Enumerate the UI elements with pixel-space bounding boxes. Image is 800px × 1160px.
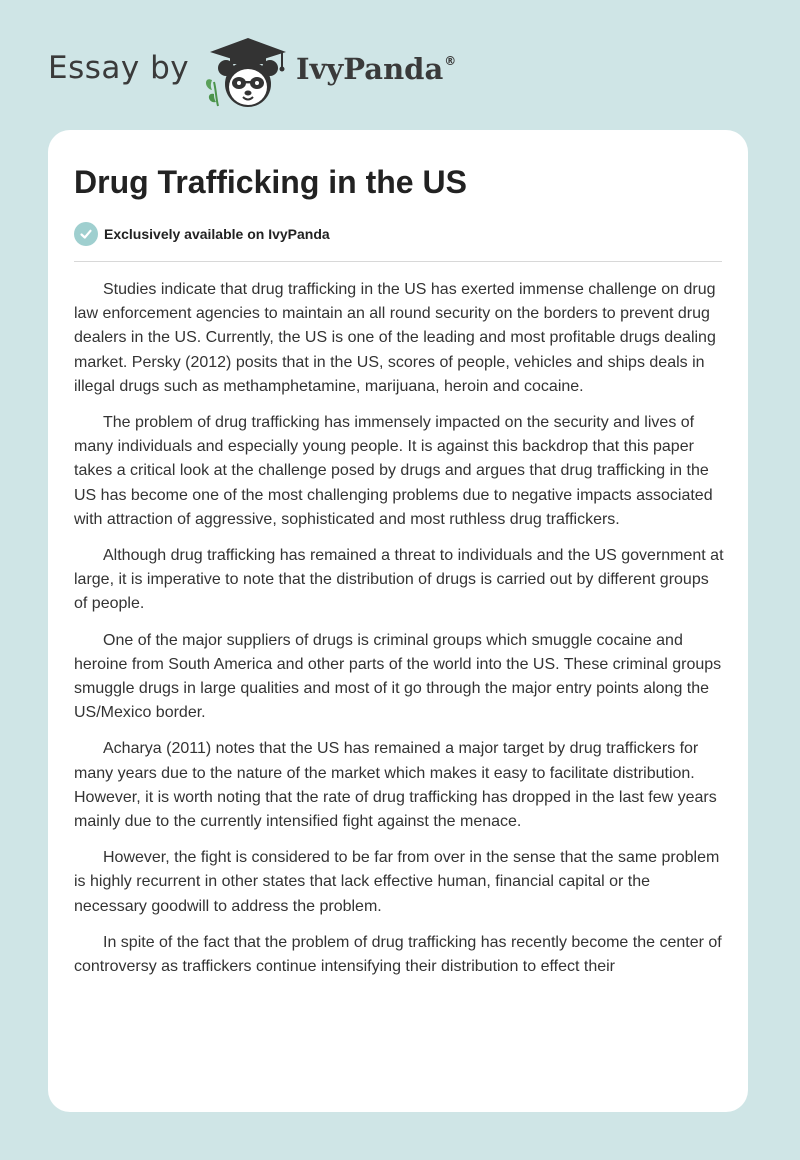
panda-graduation-cap-icon[interactable] — [200, 36, 292, 110]
exclusive-badge — [74, 222, 330, 246]
paragraph: Acharya (2011) notes that the US has remained a major target by drug traffickers for many years due to the nature of the market which makes it easy to facilitate distribution. However, it is worth noting that the rate of drug trafficking has dropped in the last few years mainly due to the currently intensified fight against the menace. — [74, 740, 717, 831]
paragraph: The problem of drug trafficking has immensely impacted on the security and lives of many individuals and especially young people. It is against this backdrop that this paper takes a critical look at the challenge posed by drugs and argues that drug trafficking in the US has become one of the most challenging problems due to negative impacts associated with attraction of aggressive, sophisticated and most ruthless drug traffickers. — [74, 414, 713, 528]
paragraph: Studies indicate that drug trafficking in the US has exerted immense challenge on drug law enforcement agencies to maintain an all round security on the borders to prevent drug dealers in the US. Currently, the US is one of the leading and most profitable drugs dealing market. Persky (2012) posits that in the US, scores of people, vehicles and ships deals in illegal drugs such as methamphetamine, marijuana, heroin and cocaine. — [74, 281, 716, 395]
brand-name[interactable] — [296, 52, 456, 86]
exclusive-badge-label: Exclusively available on IvyPanda — [104, 226, 330, 242]
trademark-symbol: ® — [444, 54, 457, 68]
paragraph: Although drug trafficking has remained a threat to individuals and the US government at large, it is imperative to note that the distribution of drugs is carried out by different groups of people. — [74, 547, 724, 613]
brand-name-text: IvyPanda — [296, 52, 444, 86]
essay-by-label: Essay by — [48, 50, 190, 86]
essay-card — [48, 130, 748, 1112]
page-title: Drug Trafficking in the US — [74, 164, 467, 200]
check-icon — [74, 222, 98, 246]
essay-body — [74, 278, 724, 991]
site-header — [0, 0, 800, 130]
paragraph: One of the major suppliers of drugs is criminal groups which smuggle cocaine and heroine from South America and other parts of the world into the US. These criminal groups smuggle drugs in large qualities and most of it go through the major entry points along the US/Mexico border. — [74, 631, 722, 722]
paragraph: In spite of the fact that the problem of drug trafficking has recently become the center of controversy as traffickers continue intensifying their distribution to effect their — [74, 933, 722, 976]
paragraph: However, the fight is considered to be far from over in the sense that the same problem is highly recurrent in other states that lack effective human, financial capital or the necessary goodwill to address the problem. — [74, 849, 720, 915]
divider — [74, 261, 722, 262]
